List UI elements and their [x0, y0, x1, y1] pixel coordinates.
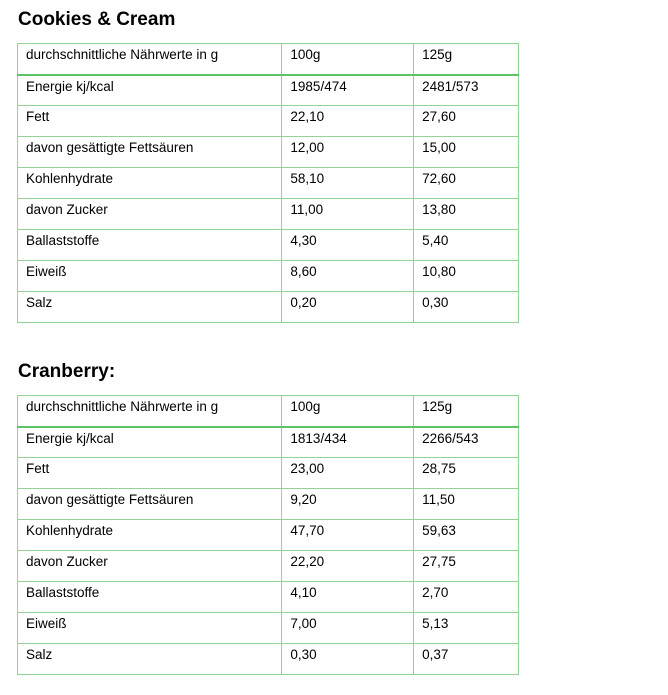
table-cell: Ballaststoffe — [18, 582, 282, 613]
header-cell: durchschnittliche Nährwerte in g — [18, 396, 282, 427]
table-cell: 5,13 — [414, 613, 519, 644]
section-cookies-cream — [17, 9, 519, 323]
table-cell: 15,00 — [414, 137, 519, 168]
table-cell: Ballaststoffe — [18, 230, 282, 261]
table-cell: Kohlenhydrate — [18, 168, 282, 199]
table-cell: Salz — [18, 644, 282, 675]
table-cell: davon gesättigte Fettsäuren — [18, 489, 282, 520]
table-row — [18, 230, 519, 261]
table-cell: 11,00 — [282, 199, 414, 230]
table-row — [18, 613, 519, 644]
table-cell: 8,60 — [282, 261, 414, 292]
table-cell: Fett — [18, 458, 282, 489]
table-row — [18, 75, 519, 106]
table-row — [18, 582, 519, 613]
table-cell: Fett — [18, 106, 282, 137]
table-cell: 1985/474 — [282, 75, 414, 106]
table-cell: 0,30 — [282, 644, 414, 675]
table-cell: 7,00 — [282, 613, 414, 644]
table-cell: 0,20 — [282, 292, 414, 323]
table-cell: Eiweiß — [18, 613, 282, 644]
table-cell: 0,37 — [414, 644, 519, 675]
table-row — [18, 261, 519, 292]
table-cell: 11,50 — [414, 489, 519, 520]
table-cell: Energie kj/kcal — [18, 75, 282, 106]
table-cell: 2481/573 — [414, 75, 519, 106]
table-row — [18, 520, 519, 551]
header-cell: 100g — [282, 44, 414, 75]
table-cell: 22,10 — [282, 106, 414, 137]
table-cell: 2,70 — [414, 582, 519, 613]
table-row — [18, 644, 519, 675]
table-row — [18, 106, 519, 137]
section-title: Cranberry: — [18, 361, 116, 382]
table-cell: 1813/434 — [282, 427, 414, 458]
table-cell: 4,10 — [282, 582, 414, 613]
table-cell: 4,30 — [282, 230, 414, 261]
table-row — [18, 137, 519, 168]
table-cell: 9,20 — [282, 489, 414, 520]
table-header-row — [18, 44, 519, 75]
table-cell: Salz — [18, 292, 282, 323]
table-row — [18, 551, 519, 582]
table-cell: 72,60 — [414, 168, 519, 199]
table-cell: Kohlenhydrate — [18, 520, 282, 551]
table-cell: 12,00 — [282, 137, 414, 168]
table-cell: 59,63 — [414, 520, 519, 551]
table-cell: 13,80 — [414, 199, 519, 230]
section-cranberry — [17, 361, 519, 675]
table-cell: 47,70 — [282, 520, 414, 551]
header-cell: 100g — [282, 396, 414, 427]
table-header-row — [18, 396, 519, 427]
table-cell: davon Zucker — [18, 199, 282, 230]
table-cell: 58,10 — [282, 168, 414, 199]
table-cell: 27,75 — [414, 551, 519, 582]
section-title: Cookies & Cream — [18, 9, 176, 30]
table-row — [18, 489, 519, 520]
table-cell: Eiweiß — [18, 261, 282, 292]
table-cell: davon Zucker — [18, 551, 282, 582]
table-row — [18, 292, 519, 323]
table-row — [18, 199, 519, 230]
header-cell: durchschnittliche Nährwerte in g — [18, 44, 282, 75]
table-row — [18, 168, 519, 199]
header-cell: 125g — [414, 396, 519, 427]
table-cell: Energie kj/kcal — [18, 427, 282, 458]
table-cell: davon gesättigte Fettsäuren — [18, 137, 282, 168]
table-cell: 10,80 — [414, 261, 519, 292]
table-cell: 2266/543 — [414, 427, 519, 458]
table-cell: 0,30 — [414, 292, 519, 323]
nutrition-table — [17, 43, 519, 323]
table-row — [18, 458, 519, 489]
table-cell: 27,60 — [414, 106, 519, 137]
table-cell: 5,40 — [414, 230, 519, 261]
nutrition-table — [17, 395, 519, 675]
table-cell: 23,00 — [282, 458, 414, 489]
table-cell: 28,75 — [414, 458, 519, 489]
header-cell: 125g — [414, 44, 519, 75]
table-cell: 22,20 — [282, 551, 414, 582]
table-row — [18, 427, 519, 458]
